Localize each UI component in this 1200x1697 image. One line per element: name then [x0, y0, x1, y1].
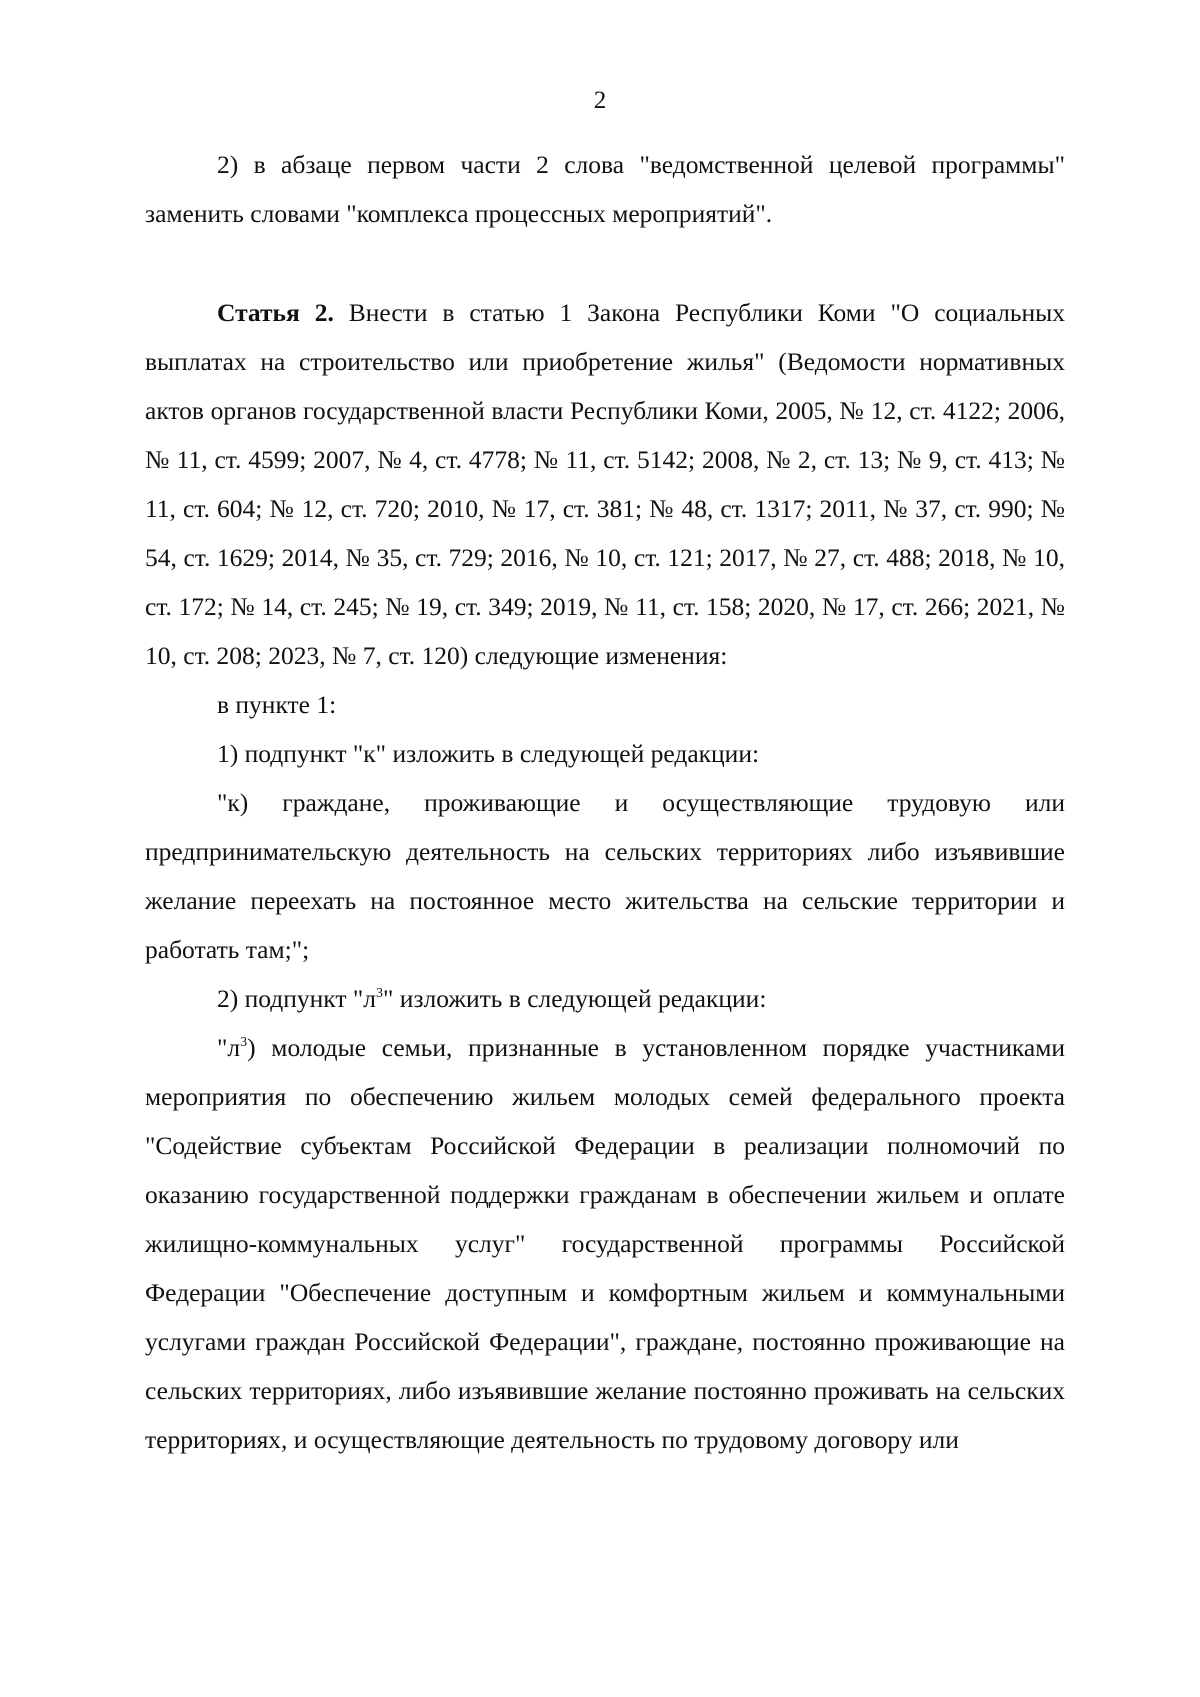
- paragraph-item-2: 2) в абзаце первом части 2 слова "ведомственной целевой программы" заменить словами "комплекса процессных мероприятий".: [145, 150, 1065, 228]
- amendment-item-2: [145, 140, 1065, 238]
- article-2-text: Внести в статью 1 Закона Республики Коми "О социальных выплатах на строительство или приобретение жилья" (Ведомости нормативных актов органов государственной власти Республики Коми, 2005, № 12, ст. 4122; 2006, № 11, ст. 4599; 2007, № 4, ст. 4778; № 11, ст. 5142; 2008, № 2, ст. 13; № 9, ст. 413; № 11, ст. 604; № 12, ст. 720; 2010, № 17, ст. 381; № 48, ст. 1317; 2011, № 37, ст. 990; № 54, ст. 1629; 2014, № 35, ст. 729; 2016, № 10, ст. 121; 2017, № 27, ст. 488; 2018, № 10, ст. 172; № 14, ст. 245; № 19, ст. 349; 2019, № 11, ст. 158; 2020, № 17, ст. 266; 2021, № 10, ст. 208; 2023, № 7, ст. 120) следующие изменения:: [145, 298, 1065, 670]
- subpoint-l3-superscript: 3: [240, 1035, 248, 1050]
- subpoint-l3-after: ) молодые семьи, признанные в установленном порядке участниками мероприятия по обеспечению жильем молодых семей федерального проекта "Содействие субъектам Российской Федерации в реализации полномочий по оказанию государственной поддержки гражданам в обеспечении жильем и оплате жилищно-коммунальных услуг" государственной программы Российской Федерации "Обеспечение доступным и комфортным жильем и коммунальными услугами граждан Российской Федерации", граждане, постоянно проживающие на сельских территориях, либо изъявившие желание постоянно проживать на сельских территориях, и осуществляющие деятельность по трудовому договору или: [145, 1033, 1065, 1454]
- paragraph-subpoint-1: 1) подпункт "к" изложить в следующей редакции:: [217, 739, 760, 768]
- paragraph-subpoint-2: [145, 974, 1065, 1023]
- article-2-section: [145, 288, 1065, 1464]
- subpoint-2-after: " изложить в следующей редакции:: [383, 984, 767, 1013]
- subpoint-l3-before: "л: [217, 1033, 241, 1062]
- subpoint-2-before: 2) подпункт "л: [217, 984, 377, 1013]
- paragraph-point-1: в пункте 1:: [217, 690, 337, 719]
- subpoint-2-superscript: 3: [376, 986, 384, 1001]
- paragraph-subpoint-l3-text: [145, 1023, 1065, 1464]
- page-number: 2: [593, 87, 607, 114]
- paragraph-subpoint-k-text: "к) граждане, проживающие и осуществляющие трудовую или предпринимательскую деятельность на сельских территориях либо изъявившие желание переехать на постоянное место жительства на сельские территории и работать там;";: [145, 788, 1065, 964]
- article-2-label: Статья 2.: [217, 298, 334, 327]
- article-2-paragraph: [145, 288, 1065, 680]
